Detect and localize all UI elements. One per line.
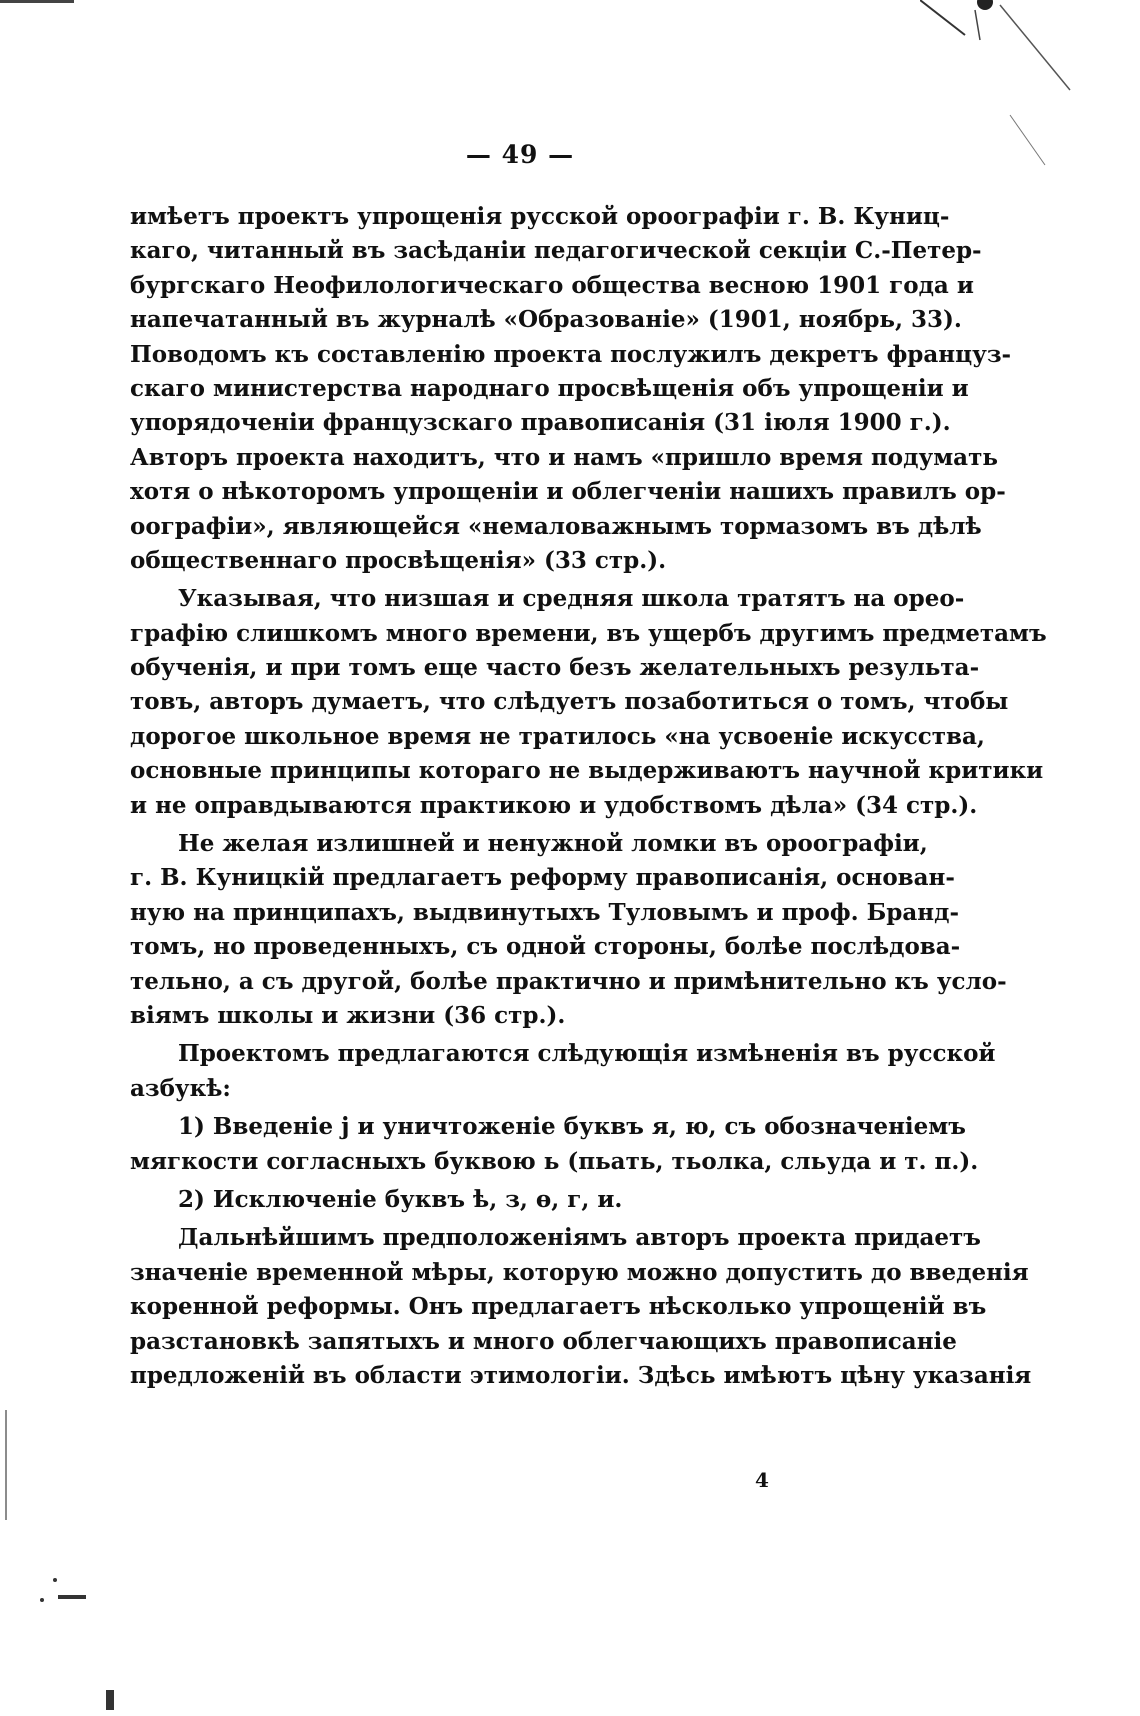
text-line: и не оправдываются практикою и удобствомъ дѣла» (34 стр.). bbox=[130, 791, 978, 819]
text-line: г. В. Куницкій предлагаетъ реформу правописанія, основан- bbox=[130, 864, 955, 892]
text-line: общественнаго просвѣщенія» (33 стр.). bbox=[130, 546, 667, 574]
paragraph-3 bbox=[130, 827, 1007, 1033]
list-item-1 bbox=[130, 1110, 979, 1179]
text-line: разстановкѣ запятыхъ и много облегчающихъ правописаніе bbox=[130, 1327, 957, 1355]
text-line: 1) Введеніе j и уничтоженіе буквъ я, ю, съ обозначеніемъ bbox=[178, 1113, 966, 1141]
paragraph-4 bbox=[130, 1037, 996, 1106]
text-line: значеніе временной мѣры, которую можно допустить до введенія bbox=[130, 1258, 1029, 1286]
text-line: Авторъ проекта находитъ, что и намъ «пришло время подумать bbox=[130, 443, 998, 471]
text-line: Проектомъ предлагаются слѣдующія измѣненія въ русской bbox=[178, 1040, 996, 1068]
text-line: напечатанный въ журналѣ «Образованіе» (1901, ноябрь, 33). bbox=[130, 306, 962, 334]
text-line: віямъ школы и жизни (36 стр.). bbox=[130, 1001, 566, 1029]
text-line: графію слишкомъ много времени, въ ущербъ другимъ предметамъ bbox=[130, 619, 1047, 647]
text-line: Дальнѣйшимъ предположеніямъ авторъ проекта придаетъ bbox=[178, 1224, 981, 1252]
text-line: товъ, авторъ думаетъ, что слѣдуетъ позаботиться о томъ, чтобы bbox=[130, 688, 1009, 716]
body-text bbox=[130, 200, 1047, 1393]
text-line: основные принципы котораго не выдерживаютъ научной критики bbox=[130, 757, 1044, 785]
text-line: Поводомъ къ составленію проекта послужилъ декретъ француз- bbox=[130, 340, 1012, 368]
text-line: обученія, и при томъ еще часто безъ желательныхъ результа- bbox=[130, 654, 980, 682]
text-line: азбукѣ: bbox=[130, 1074, 231, 1102]
page-number: — 49 — bbox=[465, 140, 575, 169]
signature-mark: 4 bbox=[755, 1468, 769, 1492]
scan-artifact-top-left bbox=[0, 0, 80, 12]
paragraph-2 bbox=[130, 582, 1047, 823]
text-line: оографіи», являющейся «немаловажнымъ тормазомъ въ дѣлѣ bbox=[130, 512, 982, 540]
text-line: каго, читанный въ засѣданіи педагогической секціи С.-Петер- bbox=[130, 237, 982, 265]
text-line: тельно, а съ другой, болѣе практично и примѣнительно къ усло- bbox=[130, 967, 1007, 995]
text-line: ную на принципахъ, выдвинутыхъ Туловымъ и проф. Бранд- bbox=[130, 898, 959, 926]
text-line: упорядоченіи французскаго правописанія (31 іюля 1900 г.). bbox=[130, 409, 951, 437]
text-line: дорогое школьное время не тратилось «на усвоеніе искусства, bbox=[130, 722, 985, 750]
text-line: 2) Исключеніе буквъ ѣ, з, ө, г, и. bbox=[178, 1185, 623, 1213]
paragraph-1 bbox=[130, 200, 1012, 578]
text-line: хотя о нѣкоторомъ упрощеніи и облегченіи нашихъ правилъ ор- bbox=[130, 478, 1006, 506]
text-line: скаго министерства народнаго просвѣщенія объ упрощеніи и bbox=[130, 374, 969, 402]
list-item-2 bbox=[130, 1183, 910, 1217]
text-line: коренной реформы. Онъ предлагаетъ нѣсколько упрощеній въ bbox=[130, 1293, 987, 1321]
text-line: Указывая, что низшая и средняя школа тратятъ на орео- bbox=[178, 585, 965, 613]
text-line: бургскаго Неофилологическаго общества весною 1901 года и bbox=[130, 271, 974, 299]
text-line: томъ, но проведенныхъ, съ одной стороны, болѣе послѣдова- bbox=[130, 933, 961, 961]
text-line: предложеній въ области этимологіи. Здѣсь имѣютъ цѣну указанія bbox=[130, 1361, 1032, 1389]
scan-artifact-top-right bbox=[920, 0, 1140, 200]
text-line: Не желая излишней и ненужной ломки въ ороографіи, bbox=[178, 830, 928, 858]
text-line: имѣетъ проектъ упрощенія русской ороографіи г. В. Куниц- bbox=[130, 203, 950, 230]
text-line: мягкости согласныхъ буквою ь (пьать, тьолка, сльуда и т. п.). bbox=[130, 1147, 979, 1175]
scan-artifact-left-edge bbox=[0, 1410, 120, 1716]
paragraph-5 bbox=[130, 1221, 1032, 1393]
